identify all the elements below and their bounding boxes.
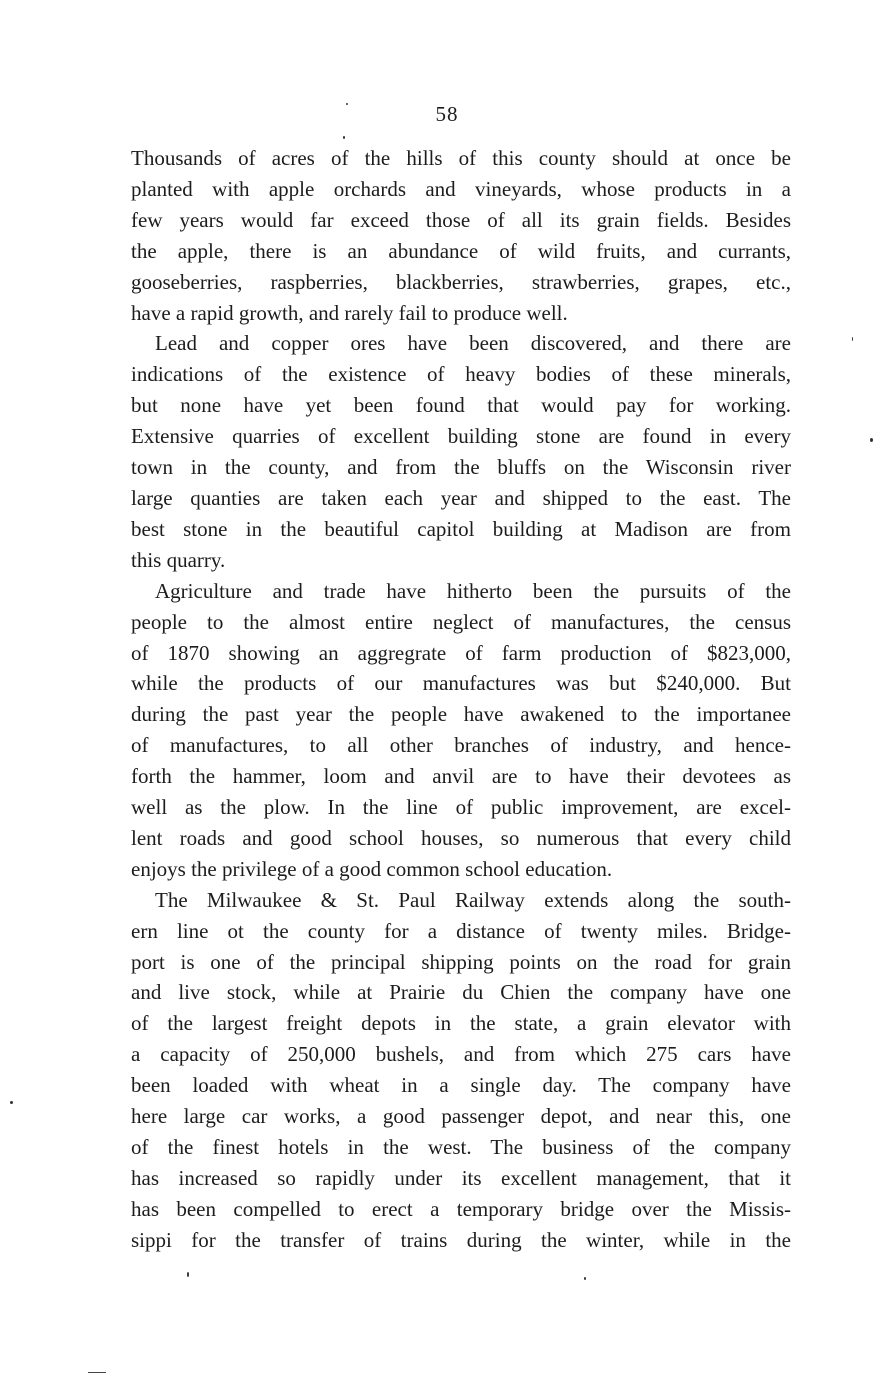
text-line: enjoys the privilege of a good common school education. — [131, 856, 613, 881]
text-line: indications of the existence of heavy bodies of these minerals, — [131, 362, 791, 387]
paragraph — [131, 143, 791, 328]
text-line: has been compelled to erect a temporary bridge over the Missis- — [131, 1196, 791, 1221]
text-line: of manufactures, to all other branches of industry, and hence- — [131, 733, 791, 758]
text-line: a capacity of 250,000 bushels, and from which 275 cars have — [131, 1042, 791, 1067]
text-line: while the products of our manufactures was but $240,000. But — [131, 671, 791, 696]
text-line: best stone in the beautiful capitol building at Madison are from — [131, 516, 791, 541]
text-line: ern line ot the county for a distance of twenty miles. Bridge- — [131, 918, 791, 943]
scan-speck — [346, 103, 348, 105]
text-line: The Milwaukee & St. Paul Railway extends along the south- — [155, 887, 791, 912]
text-line: this quarry. — [131, 547, 226, 572]
text-line: sippi for the transfer of trains during the winter, while in the — [131, 1227, 791, 1252]
text-line: gooseberries, raspberries, blackberries, strawberries, grapes, etc., — [131, 269, 791, 294]
text-line: lent roads and good school houses, so numerous that every child — [131, 825, 791, 850]
text-line: town in the county, and from the bluffs on the Wisconsin river — [131, 455, 791, 480]
text-line: the apple, there is an abundance of wild fruits, and currants, — [131, 238, 791, 263]
text-line: planted with apple orchards and vineyards, whose products in a — [131, 176, 791, 201]
text-line: has increased so rapidly under its excellent management, that it — [131, 1165, 791, 1190]
text-line: Lead and copper ores have been discovered, and there are — [155, 331, 791, 356]
paragraph — [131, 328, 791, 575]
text-line: during the past year the people have awakened to the importanee — [131, 702, 791, 727]
text-line: people to the almost entire neglect of manufactures, the census — [131, 609, 791, 634]
text-line: forth the hammer, loom and anvil are to have their devotees as — [131, 764, 791, 789]
paragraph — [131, 885, 791, 1256]
scan-speck — [343, 136, 345, 139]
text-line: port is one of the principal shipping points on the road for grain — [131, 949, 791, 974]
scan-speck — [584, 1277, 586, 1280]
text-line: well as the plow. In the line of public improvement, are excel- — [131, 795, 791, 820]
scan-speck — [187, 1272, 189, 1277]
text-line: have a rapid growth, and rarely fail to produce well. — [131, 300, 568, 325]
text-line: of the finest hotels in the west. The business of the company — [131, 1135, 791, 1159]
paragraph — [131, 576, 791, 885]
text-line: Thousands of acres of the hills of this county should at once be — [131, 146, 791, 170]
text-block — [131, 143, 791, 1256]
scan-speck — [10, 1101, 13, 1104]
text-line: been loaded with wheat in a single day. The company have — [131, 1073, 791, 1098]
text-line: and live stock, while at Prairie du Chien the company have one — [131, 980, 791, 1005]
scan-edge-mark — [88, 1372, 106, 1373]
text-line: few years would far exceed those of all its grain fields. Besides — [131, 207, 791, 232]
page-number: 58 — [435, 102, 459, 126]
text-line: Agriculture and trade have hitherto been the pursuits of the — [155, 578, 791, 603]
text-line: here large car works, a good passenger depot, and near this, one — [131, 1104, 791, 1129]
scan-speck — [870, 438, 873, 442]
text-line: Extensive quarries of excellent building stone are found in every — [131, 424, 791, 449]
text-line: of the largest freight depots in the state, a grain elevator with — [131, 1011, 791, 1036]
text-line: large quanties are taken each year and shipped to the east. The — [131, 485, 791, 510]
text-line: of 1870 showing an aggregrate of farm production of $823,000, — [131, 640, 791, 665]
scan-speck — [852, 337, 853, 341]
text-line: but none have yet been found that would pay for working. — [131, 393, 791, 418]
